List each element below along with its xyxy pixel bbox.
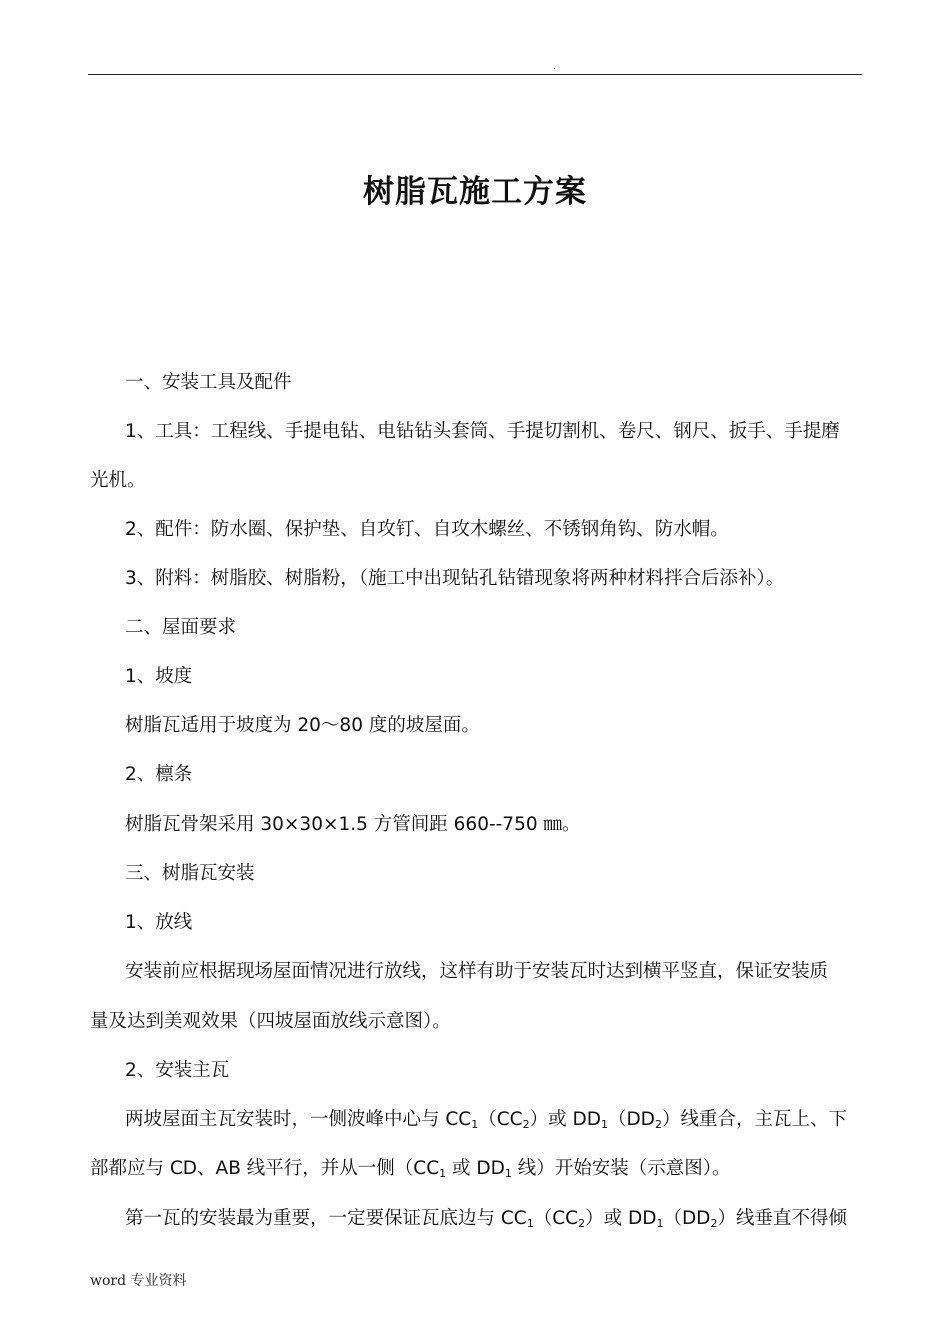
subscript: 1	[656, 1217, 664, 1230]
section-heading-1: 一、安装工具及配件	[125, 372, 292, 393]
parts-line: 2、配件：防水圈、保护垫、自攻钉、自攻木螺丝、不锈钢角钩、防水帽。	[125, 519, 729, 540]
main-tile-heading: 2、安装主瓦	[125, 1060, 230, 1081]
text-run: （DD	[607, 1109, 655, 1130]
subscript: 1	[471, 1118, 479, 1131]
text-run: 两坡屋面主瓦安装时，一侧波峰中心与 CC	[125, 1109, 472, 1130]
document-title: 树脂瓦施工方案	[363, 174, 587, 210]
text-run: 线）开始安装（示意图）。	[511, 1158, 731, 1179]
main-tile-line-2	[90, 1156, 731, 1182]
tools-line-2: 光机。	[90, 470, 146, 491]
layout-heading: 1、放线	[125, 912, 193, 933]
text-run: 或 DD	[446, 1158, 505, 1179]
subscript: 1	[439, 1167, 447, 1180]
text-run: 第一瓦的安装最为重要，一定要保证瓦底边与 CC	[125, 1208, 527, 1229]
text-run: ）线垂直不得倾	[717, 1208, 847, 1229]
main-tile-line-1	[125, 1107, 847, 1133]
section-heading-2: 二、屋面要求	[125, 617, 237, 638]
first-tile-line	[125, 1206, 847, 1232]
aux-line: 3、附料：树脂胶、树脂粉，（施工中出现钻孔钻错现象将两种材料拌合后添补）。	[125, 568, 785, 589]
text-run: （CC	[478, 1109, 523, 1130]
subscript: 2	[578, 1217, 586, 1230]
text-run: （CC	[533, 1208, 579, 1229]
footer-label: word 专业资料	[90, 1273, 187, 1289]
layout-line-1: 安装前应根据现场屋面情况进行放线，这样有助于安装瓦时达到横平竖直，保证安装质	[125, 961, 829, 982]
purlin-heading: 2、檩条	[125, 764, 193, 785]
subscript: 1	[526, 1217, 534, 1230]
subscript: 2	[654, 1118, 662, 1131]
subscript: 1	[504, 1167, 512, 1180]
layout-line-2: 量及达到美观效果（四坡屋面放线示意图）。	[90, 1011, 451, 1032]
text-run: ）或 DD	[529, 1109, 601, 1130]
section-heading-3: 三、树脂瓦安装	[125, 863, 255, 884]
subscript: 1	[600, 1118, 608, 1131]
text-run: （DD	[663, 1208, 711, 1229]
subscript: 2	[522, 1118, 530, 1131]
header-rule	[88, 74, 862, 75]
text-run: ）线重合，主瓦上、下	[661, 1109, 847, 1130]
subscript: 2	[710, 1217, 718, 1230]
slope-heading: 1、坡度	[125, 666, 193, 687]
text-run: ）或 DD	[585, 1208, 657, 1229]
slope-text: 树脂瓦适用于坡度为 20～80 度的坡屋面。	[125, 715, 480, 736]
header-dot: .	[553, 61, 557, 72]
text-run: 部都应与 CD、AB 线平行，并从一侧（CC	[90, 1158, 440, 1179]
tools-line-1: 1、工具：工程线、手提电钻、电钻钻头套筒、手提切割机、卷尺、钢尺、扳手、手提磨	[125, 421, 840, 442]
purlin-text: 树脂瓦骨架采用 30×30×1.5 方管间距 660--750 ㎜。	[125, 814, 581, 835]
